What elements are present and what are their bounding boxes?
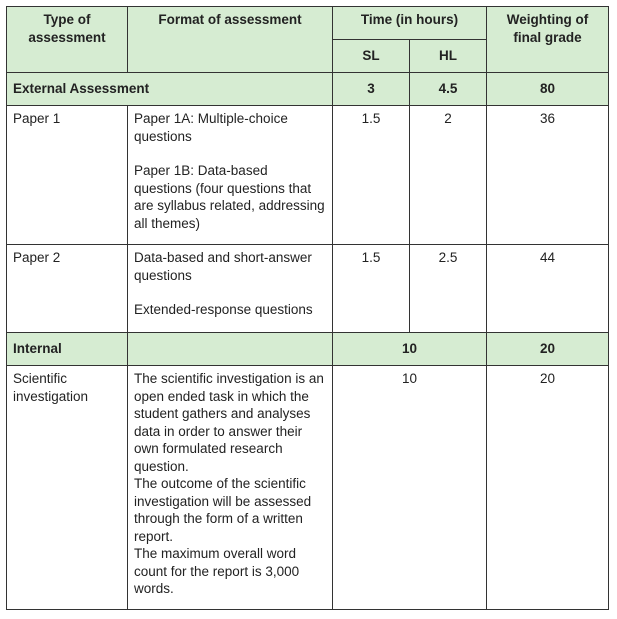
header-row (7, 7, 609, 40)
paper1-sl: 1.5 (333, 106, 410, 245)
investigation-weight: 20 (487, 366, 609, 610)
external-sl: 3 (333, 73, 410, 106)
investigation-label: Scientific investigation (7, 366, 128, 610)
investigation-format-c: The maximum overall word count for the report is 3,000 words. (134, 546, 300, 596)
external-label: External Assessment (7, 73, 333, 106)
internal-time: 10 (333, 333, 487, 366)
paper1-hl: 2 (410, 106, 487, 245)
investigation-format (128, 366, 333, 610)
paper1-format-b: Paper 1B: Data-based questions (four questions that are syllabus related, addressing all themes) (134, 163, 325, 231)
paper2-format (128, 245, 333, 333)
external-weight: 80 (487, 73, 609, 106)
header-sl: SL (333, 40, 410, 73)
paper2-format-a: Data-based and short-answer questions (134, 250, 312, 283)
external-row (7, 73, 609, 106)
paper2-sl: 1.5 (333, 245, 410, 333)
header-time: Time (in hours) (333, 7, 487, 40)
paper2-format-b: Extended-response questions (134, 302, 313, 317)
header-hl: HL (410, 40, 487, 73)
paper2-weight: 44 (487, 245, 609, 333)
internal-label: Internal (7, 333, 128, 366)
investigation-time: 10 (333, 366, 487, 610)
paper2-hl: 2.5 (410, 245, 487, 333)
paper1-label: Paper 1 (7, 106, 128, 245)
investigation-format-b: The outcome of the scientific investigation will be assessed through the form of a written report. (134, 476, 312, 544)
paper2-label: Paper 2 (7, 245, 128, 333)
investigation-format-a: The scientific investigation is an open ended task in which the student gathers and analyses data in order to answer their own formulated research question. (134, 371, 324, 474)
internal-row (7, 333, 609, 366)
investigation-row (7, 366, 609, 610)
paper1-format-a: Paper 1A: Multiple-choice questions (134, 111, 288, 144)
paper2-row (7, 245, 609, 333)
header-weighting: Weighting of final grade (487, 7, 609, 73)
external-hl: 4.5 (410, 73, 487, 106)
paper1-format (128, 106, 333, 245)
header-type: Type of assessment (7, 7, 128, 73)
assessment-table (6, 6, 609, 610)
internal-format-empty (128, 333, 333, 366)
header-format: Format of assessment (128, 7, 333, 73)
paper1-row (7, 106, 609, 245)
paper1-weight: 36 (487, 106, 609, 245)
internal-weight: 20 (487, 333, 609, 366)
